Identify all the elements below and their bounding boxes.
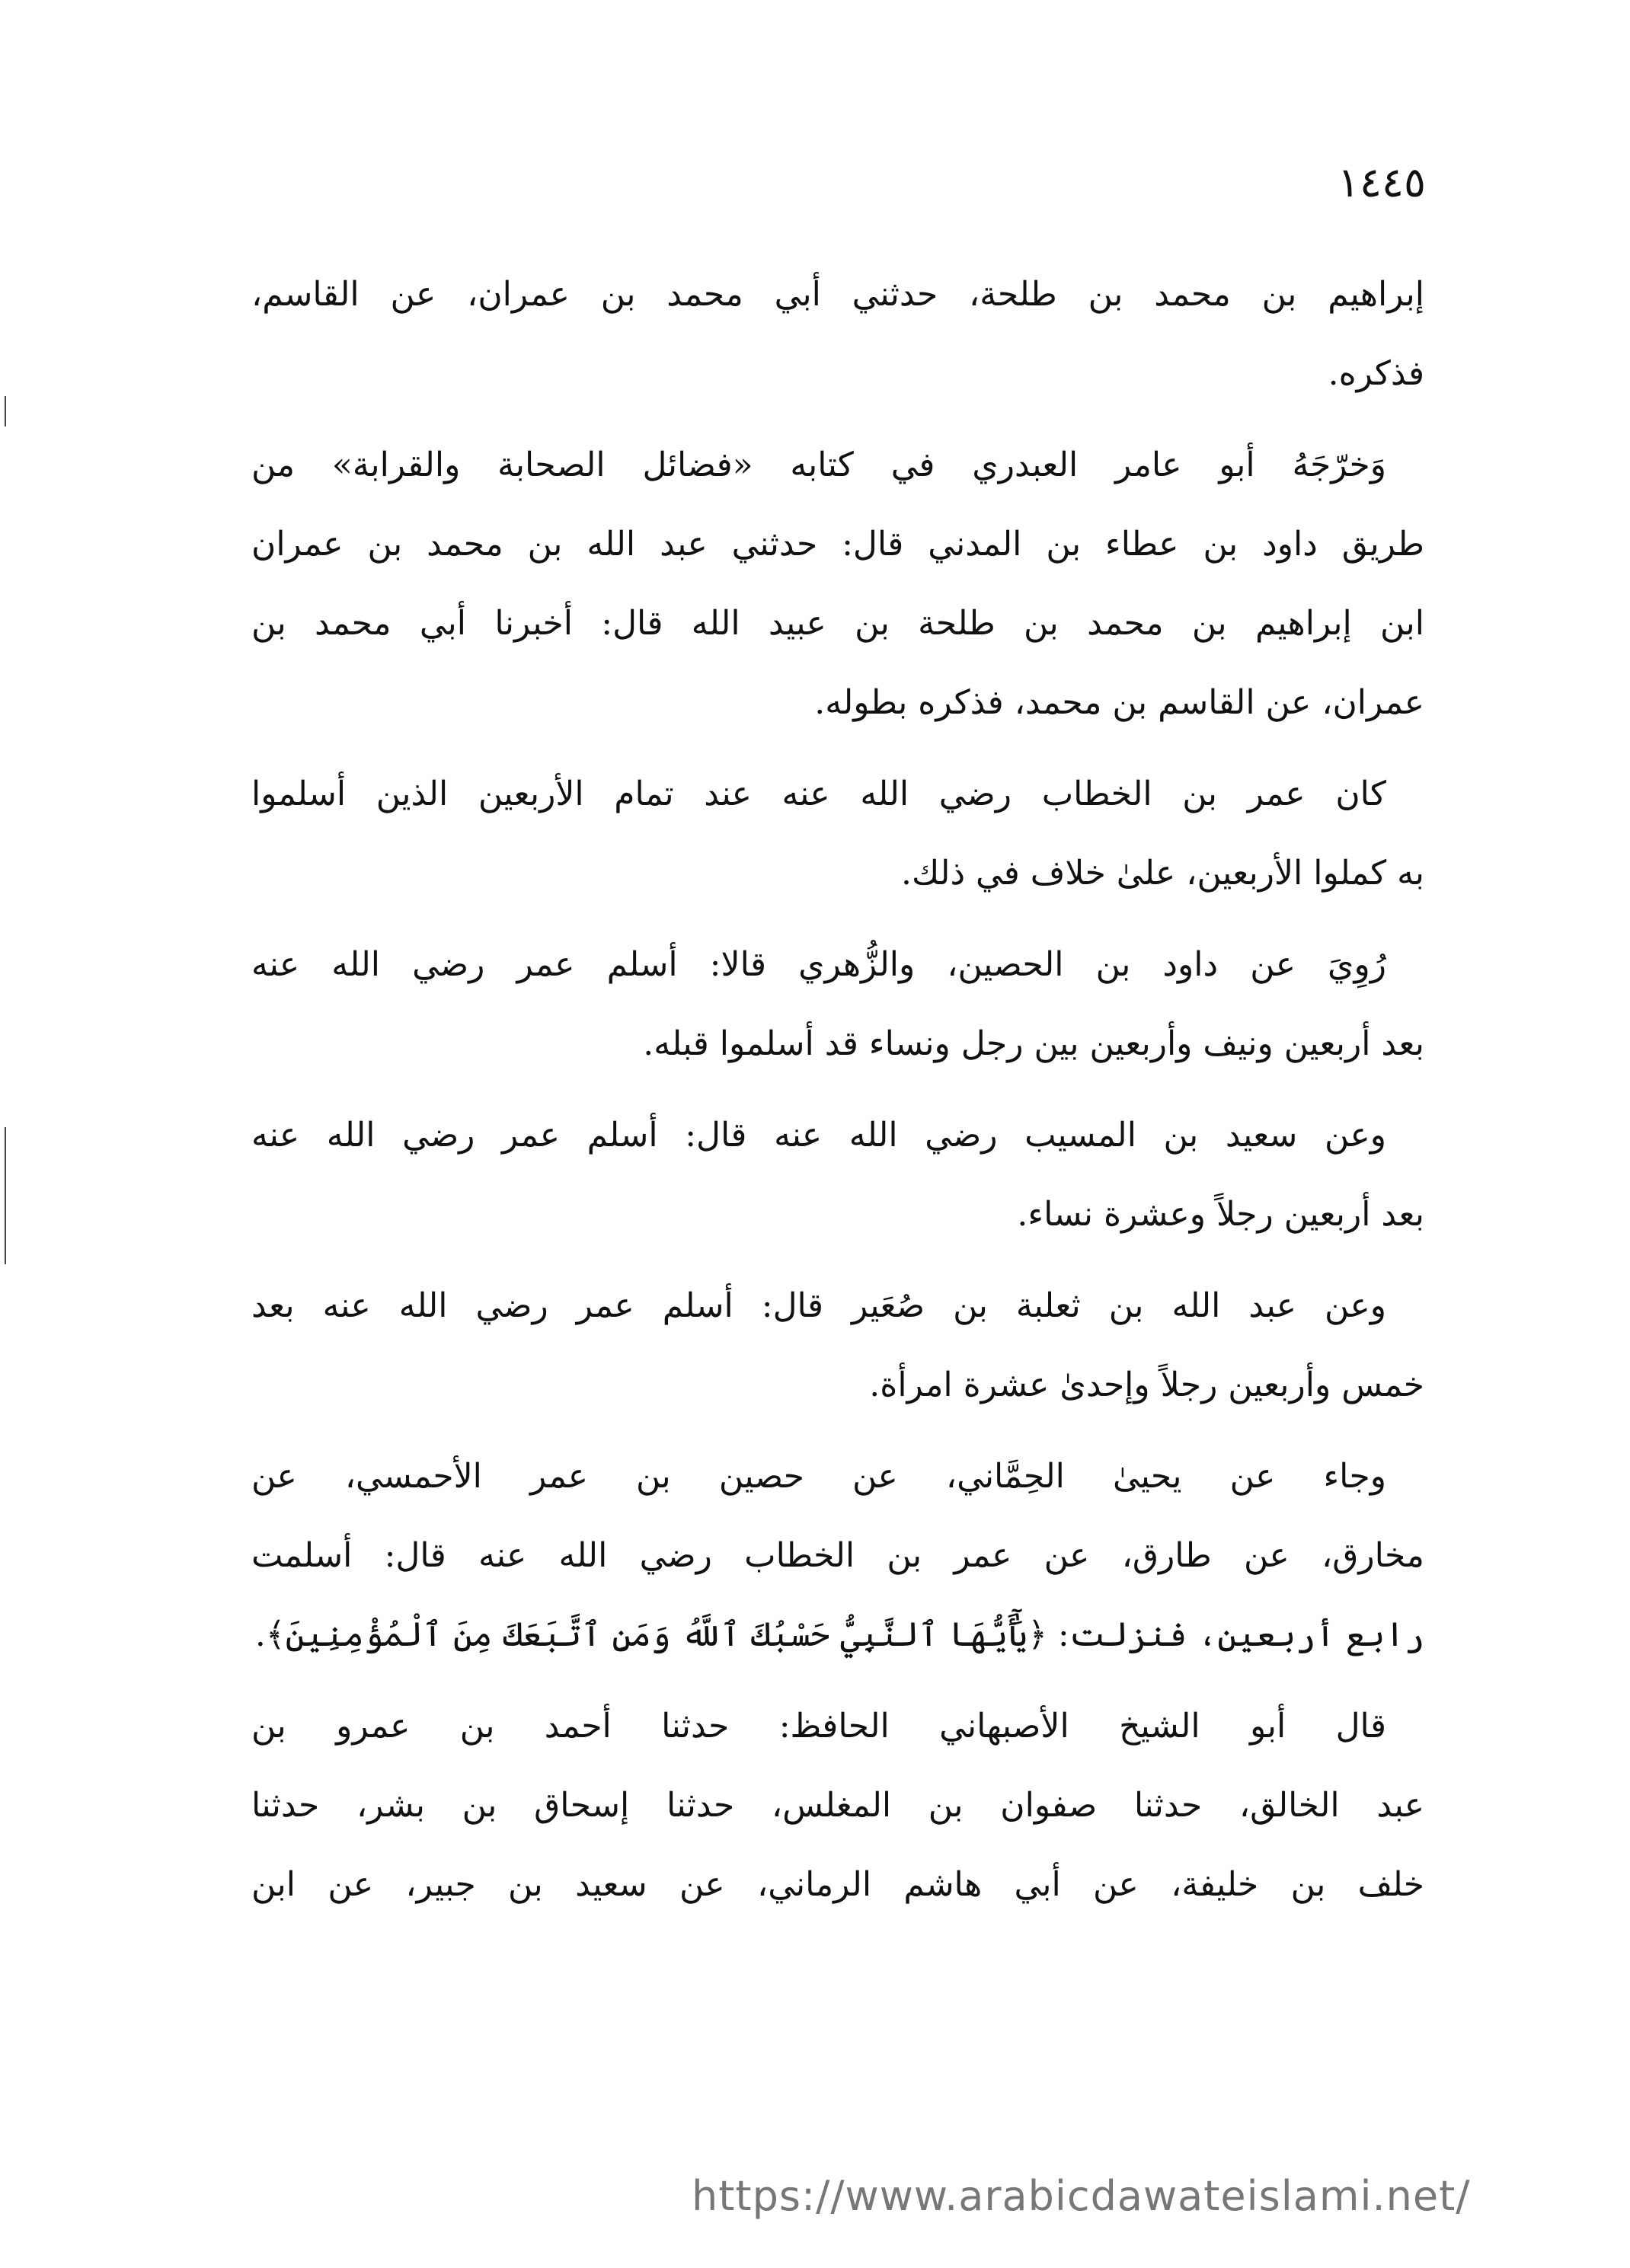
paragraph-4 bbox=[251, 925, 1424, 1084]
scan-margin-mark bbox=[5, 1127, 6, 1264]
paragraph-1 bbox=[251, 255, 1424, 414]
text-line: بعد أربعين رجلاً وعشرة نساء. bbox=[1017, 1195, 1424, 1234]
text-line: خمس وأربعين رجلاً وإحدىٰ عشرة امرأة. bbox=[869, 1366, 1424, 1404]
text-line: رابع أربعين، فنزلت: ﴿يَٰٓأَيُّهَا ٱلنَّبِيُّ حَسْبُكَ ٱللَّهُ وَمَنِ ٱتَّبَعَكَ مِنَ ٱلْمُؤْمِنِينَ﴾. bbox=[254, 1615, 1424, 1654]
text-line: رُوِيَ عن داود بن الحصين، والزُّهري قالا: أسلم عمر رضي الله عنه bbox=[251, 945, 1386, 984]
text-line: ابن إبراهيم بن محمد بن طلحة بن عبيد الله قال: أخبرنا أبي محمد بن bbox=[251, 604, 1424, 643]
paragraph-8 bbox=[251, 1687, 1424, 1925]
paragraph-7 bbox=[251, 1437, 1424, 1675]
text-line: وَخرّجَهُ أبو عامر العبدري في كتابه «فضائل الصحابة والقرابة» من bbox=[251, 446, 1386, 484]
paragraph-3 bbox=[251, 755, 1424, 913]
footer-url[interactable]: https://www.arabicdawateislami.net/ bbox=[692, 2172, 1471, 2220]
scan-margin-mark bbox=[5, 396, 6, 426]
text-line: عبد الخالق، حدثنا صفوان بن المغلس، حدثنا إسحاق بن بشر، حدثنا bbox=[251, 1786, 1424, 1825]
paragraph-2 bbox=[251, 426, 1424, 743]
text-line: كان عمر بن الخطاب رضي الله عنه عند تمام الأربعين الذين أسلموا bbox=[251, 775, 1386, 813]
text-line: طريق داود بن عطاء بن المدني قال: حدثني عبد الله بن محمد بن عمران bbox=[251, 525, 1424, 564]
page-number: ١٤٤٥ bbox=[1337, 158, 1426, 206]
text-line: وعن سعيد بن المسيب رضي الله عنه قال: أسلم عمر رضي الله عنه bbox=[251, 1116, 1386, 1155]
text-line: بعد أربعين ونيف وأربعين بين رجل ونساء قد أسلموا قبله. bbox=[643, 1024, 1424, 1063]
text-line: عمران، عن القاسم بن محمد، فذكره بطوله. bbox=[814, 683, 1424, 722]
paragraph-6 bbox=[251, 1267, 1424, 1425]
paragraph-5 bbox=[251, 1096, 1424, 1254]
text-line: مخارق، عن طارق، عن عمر بن الخطاب رضي الله عنه قال: أسلمت bbox=[251, 1536, 1424, 1575]
text-line: قال أبو الشيخ الأصبهاني الحافظ: حدثنا أحمد بن عمرو بن bbox=[251, 1707, 1386, 1746]
text-line: خلف بن خليفة، عن أبي هاشم الرماني، عن سعيد بن جبير، عن ابن bbox=[251, 1865, 1424, 1904]
body-text bbox=[251, 255, 1424, 1937]
text-line: إبراهيم بن محمد بن طلحة، حدثني أبي محمد بن عمران، عن القاسم، bbox=[251, 275, 1424, 314]
text-line: فذكره. bbox=[1328, 354, 1424, 393]
text-line: به كملوا الأربعين، علىٰ خلاف في ذلك. bbox=[900, 854, 1424, 893]
text-line: وعن عبد الله بن ثعلبة بن صُعَير قال: أسلم عمر رضي الله عنه بعد bbox=[251, 1286, 1386, 1325]
text-line: وجاء عن يحيىٰ الحِمَّاني، عن حصين بن عمر الأحمسي، عن bbox=[251, 1457, 1386, 1496]
